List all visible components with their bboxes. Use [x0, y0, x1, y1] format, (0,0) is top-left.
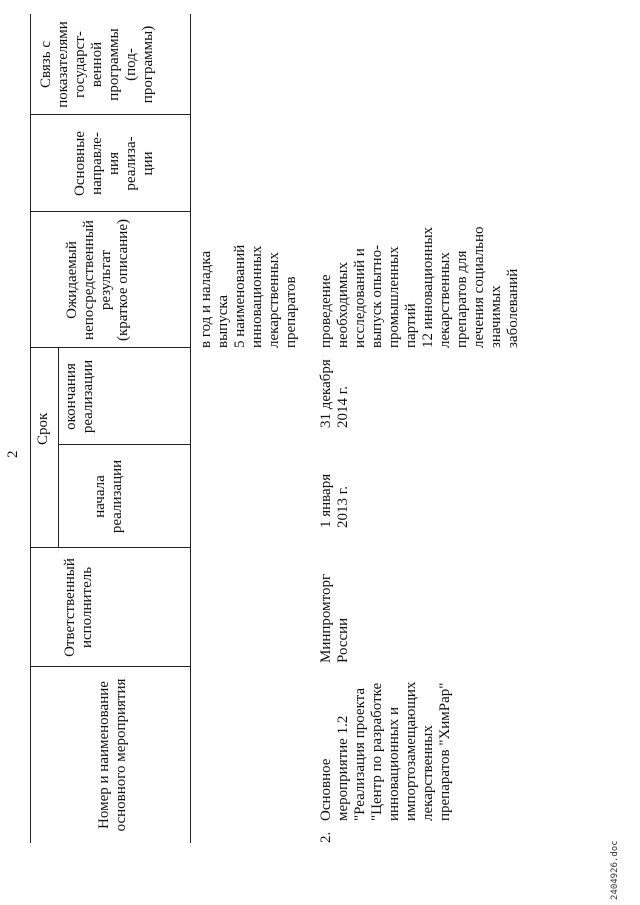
- result-continuation: в год и наладка выпуска 5 наименований инновационных лекарственных препаратов: [198, 244, 299, 348]
- table-top-rule: [30, 14, 31, 843]
- row-number: 2.: [318, 831, 334, 843]
- header-col-number-name: Номер и наименование основного мероприятия: [96, 678, 129, 832]
- row-expected-result: проведение необходимых исследований и выпуск опытно- промышленных партий 12 инновационных лекарственных препаратов для лечения социально значимых заболеваний: [318, 226, 521, 348]
- row-executor: Минпромторг России: [318, 573, 351, 663]
- srok-divider-rule: [58, 348, 59, 548]
- header-srok: Срок: [35, 412, 51, 445]
- header-col-end: окончания реализации: [63, 359, 96, 434]
- header-col-start: начала реализации: [92, 459, 125, 534]
- header-col-directions: Основные направле- ния реализа- ции: [72, 131, 156, 196]
- header-col-program-link: Связь с показателями государст- венной программы (под- программы): [38, 21, 156, 108]
- row-activity-name: Основное мероприятие 1.2 "Реализация проекта "Центр по разработке инновационных и импортозамещающих лекарственных препаратов "ХимРар": [318, 681, 453, 821]
- page-number: 2: [5, 450, 21, 458]
- header-col-result: Ожидаемый непосредственный результат (краткое описание): [64, 219, 131, 341]
- row-end-date: 31 декабря 2014 г.: [318, 359, 351, 428]
- row-start-date: 1 января 2013 г.: [318, 473, 351, 528]
- table-header-bottom-rule: [190, 14, 191, 843]
- header-col-executor: Ответственный исполнитель: [62, 558, 95, 657]
- doc-id: 2404926.doc: [610, 840, 620, 900]
